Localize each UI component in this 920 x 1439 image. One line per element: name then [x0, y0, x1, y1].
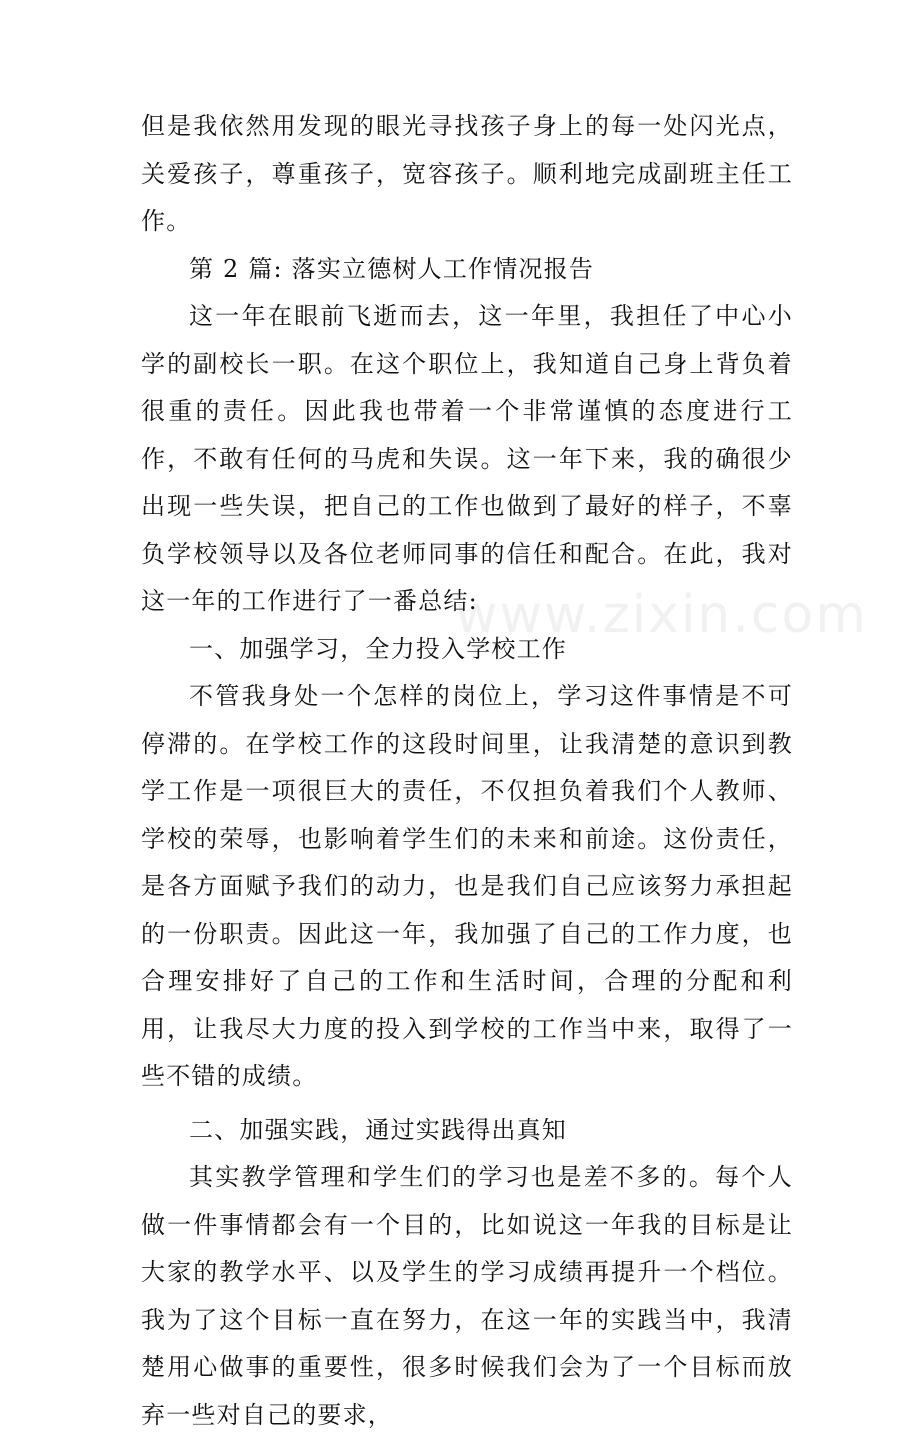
document-body — [141, 103, 793, 1439]
intro-paragraph: 但是我依然用发现的眼光寻找孩子身上的每一处闪光点，关爱孩子，尊重孩子，宽容孩子。顺利地完成副班主任工作。 — [141, 112, 793, 235]
heading-1: 一、加强学习，全力投入学校工作 — [189, 634, 567, 663]
body-paragraph-2: 不管我身处一个怎样的岗位上，学习这件事情是不可停滞的。在学校工作的这段时间里，让我清楚的意识到教学工作是一项很巨大的责任，不仅担负着我们个人教师、学校的荣辱，也影响着学生们的未来和前途。这份责任，是各方面赋予我们的动力，也是我们自己应该努力承担起的一份职责。因此这一年，我加强了自己的工作力度，也合理安排好了自己的工作和生活时间，合理的分配和利用，让我尽大力度的投入到学校的工作当中来，取得了一些不错的成绩。 — [141, 682, 793, 1090]
watermark: www.zixin.com — [455, 585, 868, 645]
heading-2: 二、加强实践，通过实践得出真知 — [189, 1115, 567, 1144]
body-paragraph-1: 这一年在眼前飞逝而去，这一年里，我担任了中心小学的副校长一职。在这个职位上，我知道自己身上背负着很重的责任。因此我也带着一个非常谨慎的态度进行工作，不敢有任何的马虎和失误。这一年下来，我的确很少出现一些失误，把自己的工作也做到了最好的样子，不辜负学校领导以及各位老师同事的信任和配合。在此，我对这一年的工作进行了一番总结: — [141, 302, 793, 615]
section-title: 第 2 篇: 落实立德树人工作情况报告 — [189, 254, 595, 283]
body-paragraph-3: 其实教学管理和学生们的学习也是差不多的。每个人做一件事情都会有一个目的，比如说这一年我的目标是让大家的教学水平、以及学生的学习成绩再提升一个档位。我为了这个目标一直在努力，在这一年的实践当中，我清楚用心做事的重要性，很多时候我们会为了一个目标而放弃一些对自己的要求， — [141, 1163, 793, 1429]
